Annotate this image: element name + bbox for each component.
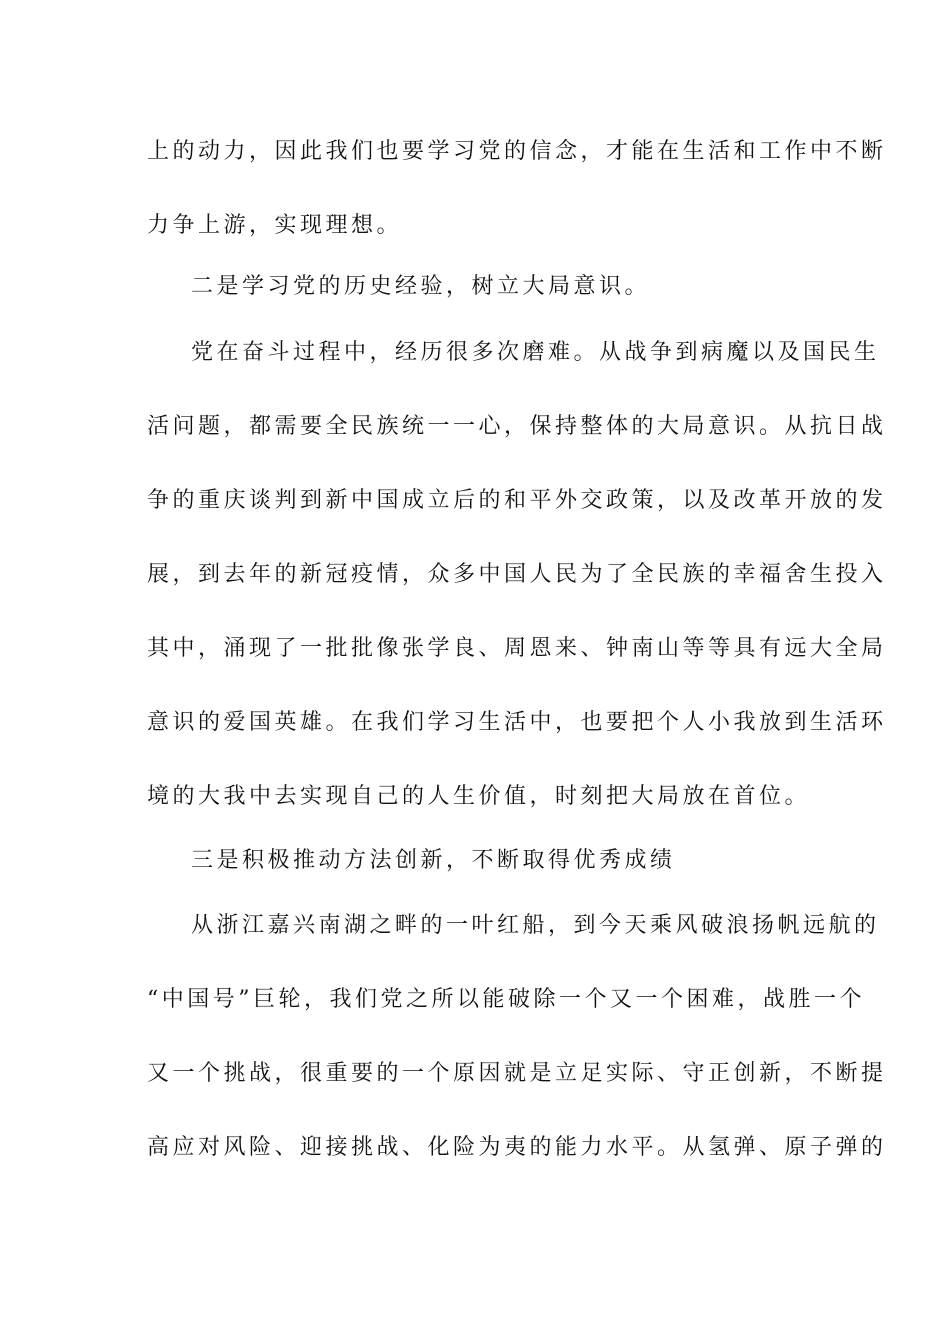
body-text-line: “中国号”巨轮，我们党之所以能破除一个又一个困难，战胜一个 (147, 987, 865, 1012)
body-text-line: 活问题，都需要全民族统一一心，保持整体的大局意识。从抗日战 (147, 414, 887, 439)
body-text-line: 力争上游，实现理想。 (147, 213, 403, 238)
paragraph-first-line: 从浙江嘉兴南湖之畔的一叶红船，到今天乘风破浪扬帆远航的 (191, 913, 880, 938)
body-text-line: 意识的爱国英雄。在我们学习生活中，也要把个人小我放到生活环 (147, 710, 887, 735)
body-text-line: 上的动力，因此我们也要学习党的信念，才能在生活和工作中不断 (147, 139, 887, 164)
body-text-line: 其中，涌现了一批批像张学良、周恩来、钟南山等等具有远大全局 (147, 636, 887, 661)
section-heading: 三是积极推动方法创新，不断取得优秀成绩 (191, 848, 676, 873)
paragraph-first-line: 党在奋斗过程中，经历很多次磨难。从战争到病魔以及国民生 (191, 340, 880, 365)
body-text-line: 争的重庆谈判到新中国成立后的和平外交政策，以及改革开放的发 (147, 488, 887, 513)
body-text-line: 境的大我中去实现自己的人生价值，时刻把大局放在首位。 (147, 784, 811, 809)
body-text-line: 高应对风险、迎接挑战、化险为夷的能力水平。从氢弹、原子弹的 (147, 1135, 887, 1160)
section-heading: 二是学习党的历史经验，树立大局意识。 (191, 274, 651, 299)
body-text-line: 又一个挑战，很重要的一个原因就是立足实际、守正创新，不断提 (147, 1061, 887, 1086)
body-text-line: 展，到去年的新冠疫情，众多中国人民为了全民族的幸福舍生投入 (147, 562, 887, 587)
